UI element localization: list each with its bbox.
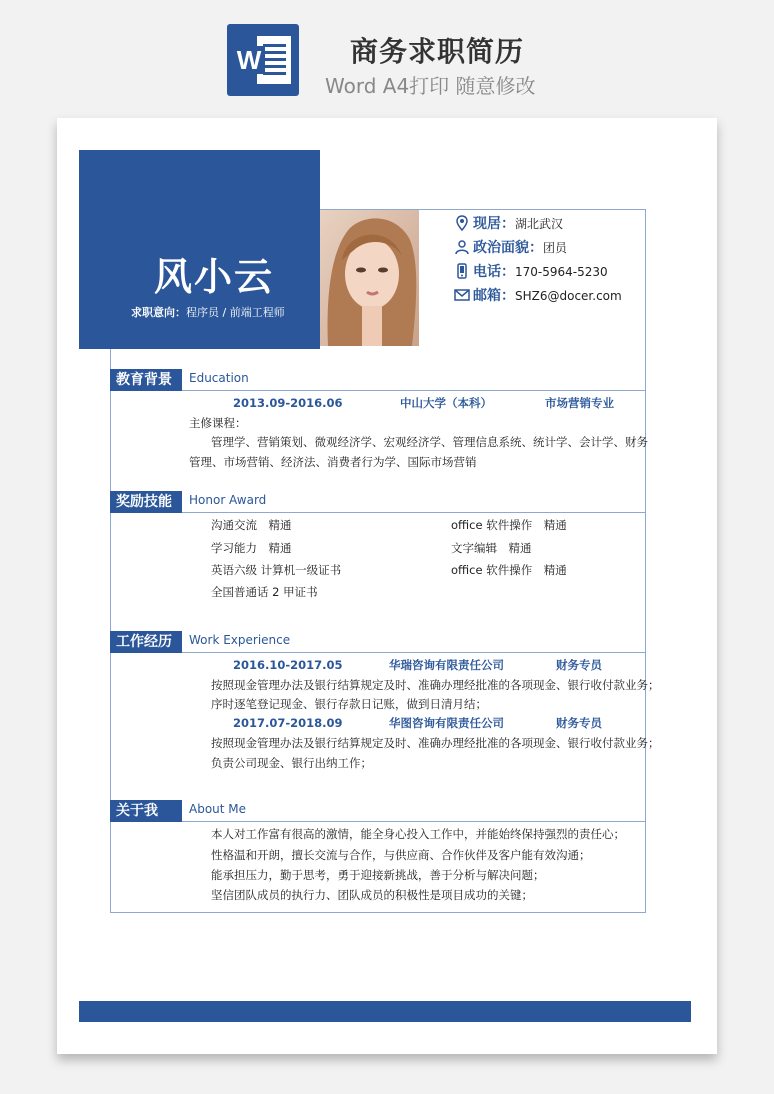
section-title: 奖励技能 [110,491,182,513]
contact-phone: 电话：170-5964-5230 [454,263,608,281]
edu-courses-line2: 管理、市场营销、经济法、消费者行为学、国际市场营销 [189,455,477,469]
section-title: 关于我 [110,800,182,822]
contact-politics: 政治面貌：团员 [454,239,567,257]
mail-icon [454,287,470,303]
word-logo-icon: W [227,24,299,96]
skill-item: 全国普通话 2 甲证书 [211,585,318,599]
contact-email: 邮箱：SHZ6@docer.com [454,287,622,305]
header-subtitle: Word A4打印 随意修改 [325,74,536,98]
edu-school: 中山大学（本科） [400,396,492,410]
promo-header [0,0,774,110]
about-line: 能承担压力，勤于思考，勇于迎接新挑战，善于分析与解决问题； [211,868,545,882]
about-line: 坚信团队成员的执行力、团队成员的积极性是项目成功的关键； [211,888,533,902]
job-company: 华图咨询有限责任公司 [389,716,504,730]
section-about [110,800,646,822]
skill-item: 沟通交流 精通 [211,518,292,532]
job-duty: 按照现金管理办法及银行结算规定及时、准确办理经批准的各项现金、银行收付款业务； [211,736,660,750]
header-title: 商务求职简历 [350,35,525,68]
job-period: 2016.10-2017.05 [233,658,343,672]
profile-photo [320,210,419,346]
about-line: 性格温和开朗，擅长交流与合作，与供应商、合作伙伴及客户能有效沟通； [211,848,591,862]
job-intent [131,304,285,320]
job-company: 华瑞咨询有限责任公司 [389,658,504,672]
candidate-name: 风小云 [154,255,275,299]
about-line: 本人对工作富有很高的激情，能全身心投入工作中，并能始终保持强烈的责任心； [211,827,625,841]
skill-item: 文字编辑 精通 [451,541,532,555]
section-title: 教育背景 [110,369,182,391]
person-icon [454,239,470,255]
job-duty: 负责公司现金、银行出纳工作； [211,756,372,770]
skill-item: office 软件操作 精通 [451,563,567,577]
edu-courses-label: 主修课程： [189,416,247,430]
job-duty: 序时逐笔登记现金、银行存款日记账，做到日清月结； [211,697,487,711]
section-title-en: Education [189,371,249,385]
section-title-en: About Me [189,802,247,816]
skill-item: office 软件操作 精通 [451,518,567,532]
location-icon [454,215,470,231]
section-title: 工作经历 [110,631,182,653]
resume-page [57,118,717,1054]
job-duty: 按照现金管理办法及银行结算规定及时、准确办理经批准的各项现金、银行收付款业务； [211,678,660,692]
footer-bar [79,1001,691,1022]
edu-major: 市场营销专业 [545,396,614,410]
job-intent-label: 求职意向： [131,306,186,319]
contact-location: 现居：湖北武汉 [454,215,563,233]
section-work [110,631,646,653]
skill-item: 学习能力 精通 [211,541,292,555]
edu-courses-line1: 管理学、营销策划、微观经济学、宏观经济学、管理信息系统、统计学、会计学、财务 [211,435,648,449]
job-period: 2017.07-2018.09 [233,716,343,730]
job-intent-value: 程序员 / 前端工程师 [186,306,285,319]
skill-item: 英语六级 计算机一级证书 [211,563,342,577]
section-title-en: Work Experience [189,633,291,647]
section-title-en: Honor Award [189,493,267,507]
edu-period: 2013.09-2016.06 [233,396,343,410]
phone-icon [454,263,470,279]
job-position: 财务专员 [556,658,602,672]
section-skills [110,491,646,513]
job-position: 财务专员 [556,716,602,730]
section-education [110,369,646,391]
